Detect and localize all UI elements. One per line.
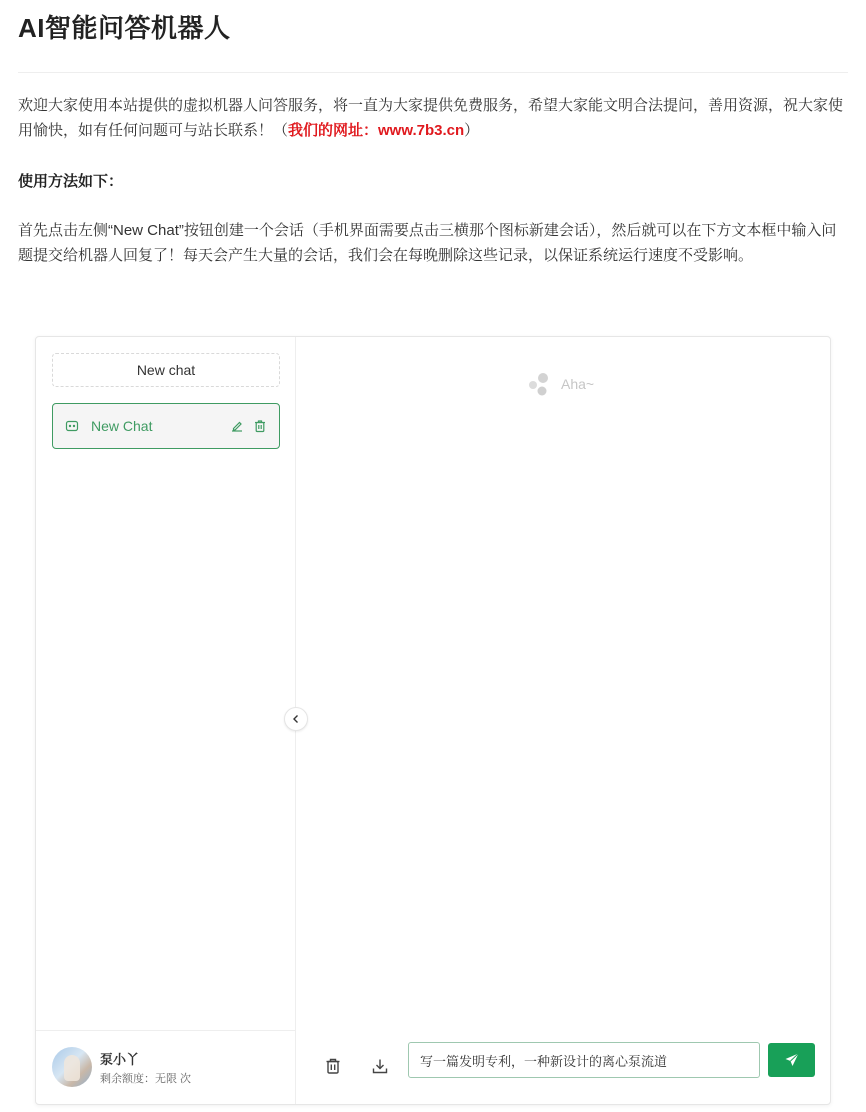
title-divider bbox=[18, 72, 848, 73]
intro-close-paren: ） bbox=[464, 122, 480, 139]
send-button[interactable] bbox=[768, 1043, 815, 1077]
trash-icon bbox=[324, 1057, 342, 1075]
sidebar bbox=[36, 337, 296, 1104]
user-name: 泵小丫 bbox=[100, 1052, 140, 1067]
usage-heading: 使用方法如下： bbox=[18, 173, 124, 190]
bubbles-icon bbox=[527, 371, 553, 397]
edit-icon[interactable] bbox=[230, 419, 244, 433]
clear-chat-button[interactable] bbox=[317, 1050, 349, 1082]
chat-list-item[interactable] bbox=[52, 403, 280, 449]
prompt-input[interactable] bbox=[408, 1042, 760, 1078]
send-icon bbox=[784, 1052, 800, 1068]
avatar[interactable] bbox=[52, 1047, 92, 1087]
usage-body: 首先点击左侧“New Chat”按钮创建一个会话（手机界面需要点击三横那个图标新建会话），然后就可以在下方文本框中输入问题提交给机器人回复了！每天会产生大量的会话，我们会在每晚删除这些记录，以保证系统运行速度不受影响。 bbox=[18, 222, 837, 264]
trash-icon[interactable] bbox=[253, 419, 267, 433]
download-icon bbox=[371, 1057, 389, 1075]
chat-item-label: New Chat bbox=[91, 418, 153, 434]
page-title: AI智能问答机器人 bbox=[18, 13, 231, 43]
chat-main bbox=[297, 337, 830, 1104]
empty-state-text: Aha~ bbox=[561, 376, 595, 392]
quota-text: 剩余额度：无限 次 bbox=[100, 1073, 192, 1085]
empty-state bbox=[527, 371, 594, 397]
collapse-sidebar-button[interactable] bbox=[284, 707, 308, 731]
sidebar-footer bbox=[36, 1030, 295, 1104]
message-icon bbox=[65, 419, 79, 433]
intro-text: 欢迎大家使用本站提供的虚拟机器人问答服务，将一直为大家提供免费服务，希望大家能文明合法提问，善用资源，祝大家使用愉快，如有任何问题可与站长联系！（ bbox=[18, 97, 844, 139]
site-link: 我们的网址：www.7b3.cn bbox=[288, 122, 465, 139]
new-chat-button[interactable]: New chat bbox=[52, 353, 280, 387]
download-button[interactable] bbox=[364, 1050, 396, 1082]
intro-paragraph bbox=[18, 93, 848, 143]
chevron-left-icon bbox=[290, 713, 302, 725]
input-toolbar bbox=[297, 1030, 830, 1104]
chat-app bbox=[35, 336, 831, 1105]
